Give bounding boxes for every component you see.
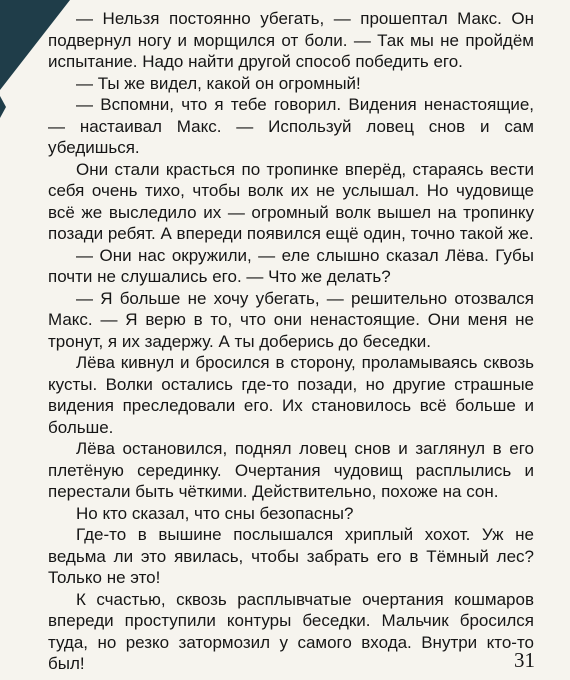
paragraph: — Я больше не хочу убегать, — решительно отозвался Макс. — Я верю в то, что они ненастоящие. Они меня не тронут, я их задержу. А ты доберись до беседки. — [48, 288, 534, 351]
paragraph: — Ты же видел, какой он огромный! — [76, 73, 361, 93]
paragraph: Где-то в вышине послышался хриплый хохот. Уж не ведьма ли это явилась, чтобы забрать его в Тёмный лес? Только не это! — [48, 525, 534, 587]
paragraph: Лёва кивнул и бросился в сторону, проламываясь сквозь кусты. Волки остались где-то позади, но другие страшные видения преследовали его. Их становилось всё больше и больше. — [48, 353, 534, 437]
paragraph: — Нельзя постоянно убегать, — прошептал Макс. Он подвернул ногу и морщился от боли. — Так мы не пройдём испытание. Надо найти другой способ победить его. — [48, 9, 534, 71]
paragraph: — Они нас окружили, — еле слышно сказал Лёва. Губы почти не слушались его. — Что же делать? — [48, 245, 534, 286]
paragraph: Они стали красться по тропинке вперёд, стараясь вести себя очень тихо, чтобы волк их не услышал. Но чудовище всё же выследило их — огромный волк вышел на тропинку позади ребят. А впереди появился ещё один, точно такой же. — [48, 159, 534, 243]
paragraph: Но кто сказал, что сны безопасны? — [76, 503, 354, 523]
edge-marker-decoration — [0, 96, 6, 118]
page-number: 31 — [514, 648, 535, 672]
paragraph: К счастью, сквозь расплывчатые очертания кошмаров впереди проступили контуры беседки. Мальчик бросился туда, но резко затормозил у самого входа. Внутри кто-то был! — [48, 589, 534, 673]
story-text — [48, 8, 534, 675]
paragraph: — Вспомни, что я тебе говорил. Видения ненастоящие, — настаивал Макс. — Используй ловец снов и сам убедишься. — [48, 95, 534, 157]
paragraph: Лёва остановился, поднял ловец снов и заглянул в его плетёную серединку. Очертания чудовищ расплылись и перестали быть чёткими. Действительно, похоже на сон. — [48, 439, 534, 501]
